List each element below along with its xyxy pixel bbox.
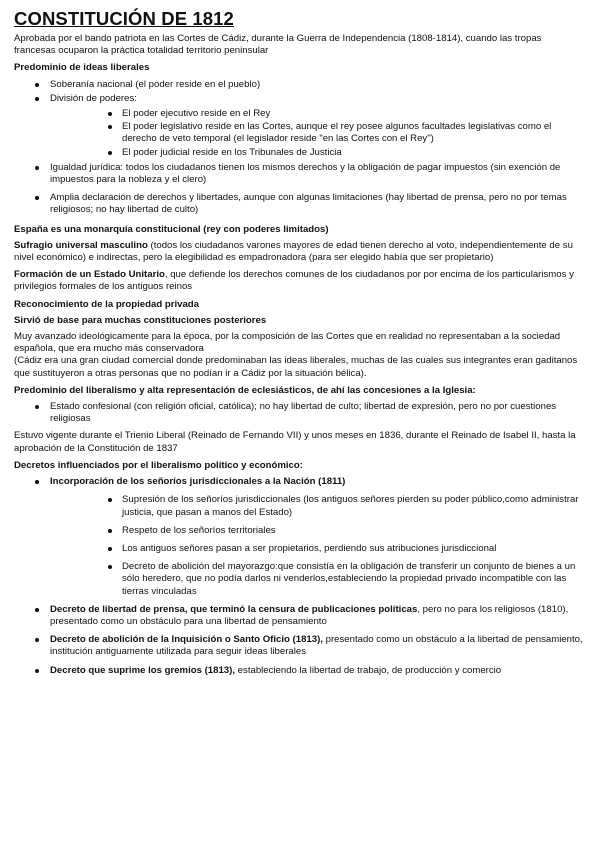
list-item: Supresión de los señoríos jurisdiccionales (los antiguos señores pierden su poder público,como administrar justicia, que pasan a manos del Estado) (50, 494, 585, 518)
guilds-decree-bold: Decreto que suprime los gremios (1813), (50, 664, 236, 676)
press-decree-bold: Decreto de libertad de prensa, que terminó la censura de publicaciones políticas (50, 603, 418, 615)
unitary-text: , que defiende los derechos comunes de los ciudadanos por por encima de los particularismos y privilegios formales de los antiguos reinos (14, 269, 574, 293)
suffrage-text: (todos los ciudadanos varones mayores de edad tienen derecho al voto, independientemente de su nivel económico) e indirectas, pero la elegibilidad es empadronadora (para ser elegido había que ser propietario) (14, 239, 573, 264)
church-heading: Predominio del liberalismo y alta representación de eclesiásticos, de ahí las concesiones a la Iglesia: (14, 384, 476, 396)
list-item: Decreto de abolición del mayorazgo:que consistía en la obligación de transferir un conjunto de bienes a un sólo heredero, que no podía darlos ni venderlos,estableciendo la propiedad privado incompatible con las tierras vinculadas (50, 561, 585, 598)
list-item (14, 93, 585, 159)
lordships-heading: Incorporación de los señoríos jurisdiccionales a la Nación (1811) (50, 476, 346, 488)
powers-list (50, 108, 585, 159)
list-item (14, 634, 585, 658)
cadiz-paragraph: (Cádiz era una gran ciudad comercial donde predominaban las ideas liberales, muchas de las cuales sus integrantes eran gaditanos que sustituyeron a otras personas que no podían ir a Cádiz por la situación bélica). (14, 355, 578, 379)
unitary-paragraph (14, 269, 585, 293)
suffrage-paragraph (14, 240, 585, 264)
monarchy-heading: España es una monarquía constitucional (rey con poderes limitados) (14, 223, 329, 235)
advanced-paragraph: Muy avanzado ideológicamente para la época, por la composición de las Cortes que en realidad no representaban a la sociedad española, que era mucho más conservadora (14, 331, 561, 355)
page-title: CONSTITUCIÓN DE 1812 (14, 8, 234, 29)
list-item: Respeto de los señoríos territoriales (50, 525, 585, 537)
list-item: Estado confesional (con religión oficial, católica); no hay libertad de culto; libertad de expresión, pero no por cuestiones religiosas (14, 401, 585, 425)
list-item (14, 476, 585, 598)
list-item: Amplia declaración de derechos y libertades, aunque con algunas limitaciones (hay libertad de prensa, pero no por temas religiosos; no hay libertad de culto) (14, 192, 585, 216)
inquisition-decree-bold: Decreto de abolición de la Inquisición o Santo Oficio (1813), (50, 634, 323, 646)
inquisition-decree-text: presentado como un obstáculo a la libertad de pensamiento, institución antiguamente utilizada para seguir ideas liberales (50, 634, 583, 658)
list-item: El poder ejecutivo reside en el Rey (50, 108, 585, 120)
list-item: Los antiguos señores pasan a ser propietarios, perdiendo sus atribuciones jurisdiccional (50, 543, 585, 555)
lordships-list (50, 494, 585, 597)
liberal-ideas-list (14, 79, 585, 217)
suffrage-bold: Sufragio universal masculino (14, 239, 148, 251)
validity-paragraph: Estuvo vigente durante el Trienio Liberal (Reinado de Fernando VII) y unos meses en 1836, durante el Reinado de Isabel II, hasta la aprobación de la Constitución de 1837 (14, 430, 576, 454)
unitary-bold: Formación de un Estado Unitario (14, 269, 165, 281)
list-item (14, 665, 585, 677)
list-item: Soberanía nacional (el poder reside en el pueblo) (14, 79, 585, 91)
base-heading: Sirvió de base para muchas constituciones posteriores (14, 314, 267, 326)
guilds-decree-text: estableciendo la libertad de trabajo, de producción y comercio (235, 664, 502, 676)
list-item: El poder legislativo reside en las Cortes, aunque el rey posee algunos facultades legislativas como el derecho de veto temporal (el legislador reside "en las Cortes con el Rey") (50, 121, 585, 145)
list-item (14, 604, 585, 628)
decrees-heading: Decretos influenciados por el liberalismo político y económico: (14, 459, 303, 471)
list-item: Igualdad jurídica: todos los ciudadanos tienen los mismos derechos y la obligación de pagar impuestos (sin exención de impuestos para la nobleza y el clero) (14, 162, 585, 186)
decrees-list (14, 476, 585, 677)
property-heading: Reconocimiento de la propiedad privada (14, 298, 199, 310)
list-item: El poder judicial reside en los Tribunales de Justicia (50, 147, 585, 159)
division-label: División de poderes: (50, 92, 137, 104)
press-decree-text: , pero no para los religiosos (1810), presentado como un obstáculo para una libertad de pensamiento (50, 603, 569, 627)
intro-paragraph: Aprobada por el bando patriota en las Cortes de Cádiz, durante la Guerra de Independencia (1808-1814), cuando las tropas francesas ocuparon la práctica totalidad territorio peninsular (14, 33, 542, 57)
church-list (14, 401, 585, 425)
liberal-ideas-heading: Predominio de ideas liberales (14, 62, 150, 74)
